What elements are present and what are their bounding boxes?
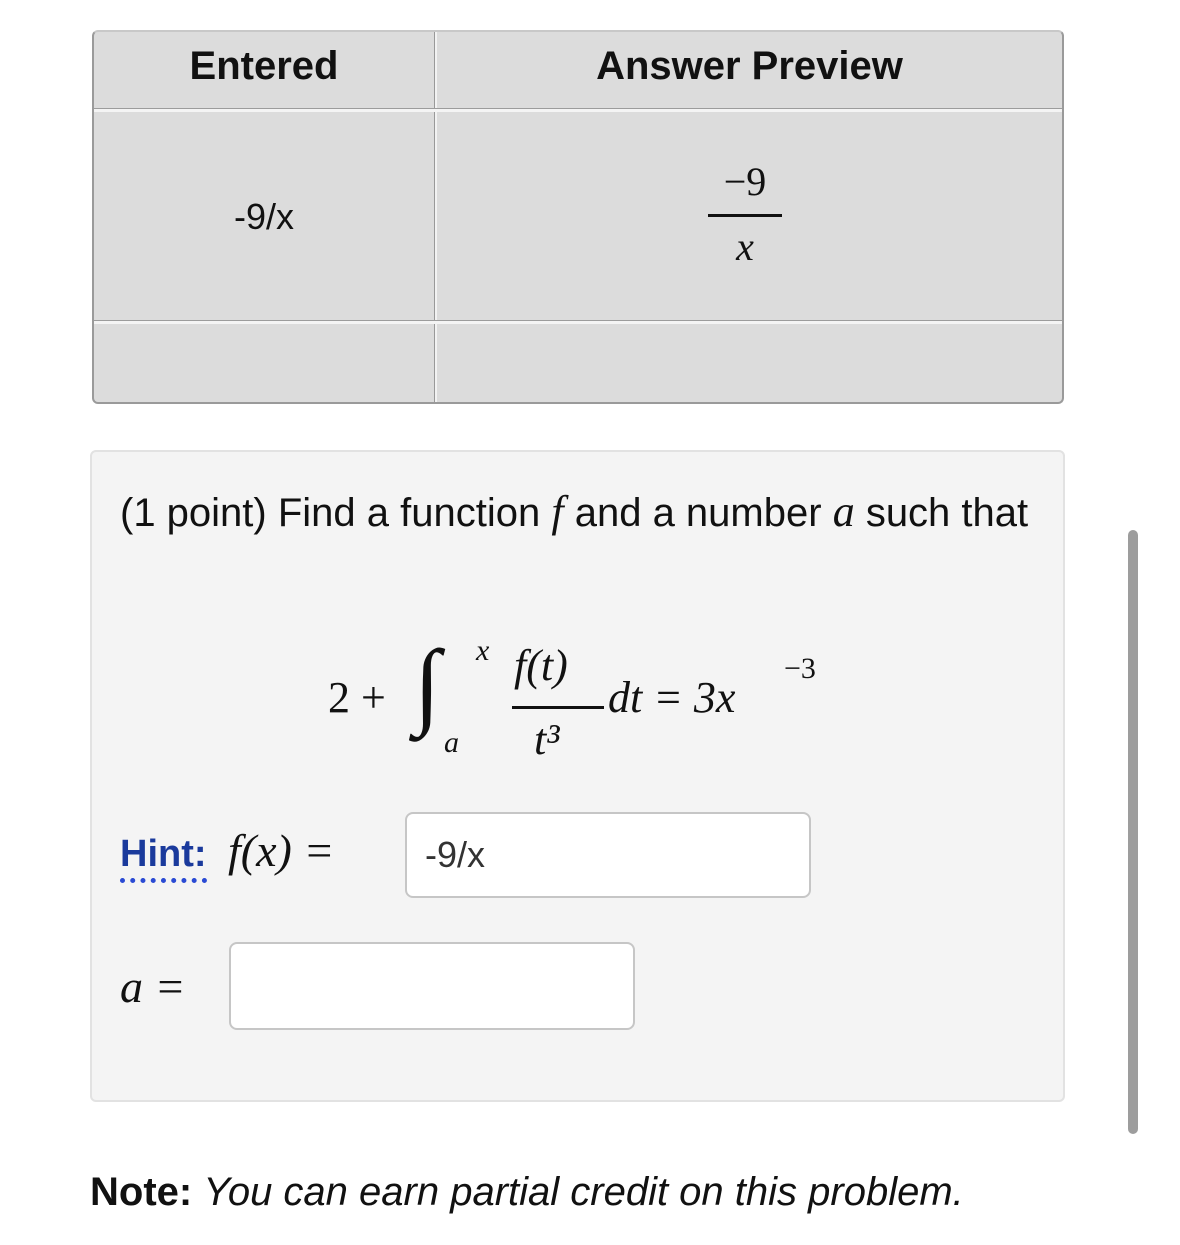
row-divider bbox=[94, 108, 1062, 112]
equation-rhs: dt = 3x bbox=[608, 673, 736, 722]
equation-constant: 2 + bbox=[328, 673, 386, 722]
integrand-numerator: f(t) bbox=[514, 641, 568, 690]
vertical-scrollbar[interactable] bbox=[1128, 530, 1138, 1134]
header-entered: Entered bbox=[189, 44, 339, 88]
note-label: Note: bbox=[90, 1170, 193, 1214]
entered-value: -9/x bbox=[233, 196, 294, 237]
note-text: You can earn partial credit on this problem. bbox=[203, 1170, 964, 1214]
upper-limit: x bbox=[476, 634, 490, 667]
lower-limit: a bbox=[444, 726, 459, 759]
integral-equation bbox=[328, 622, 888, 782]
row-divider bbox=[94, 320, 1062, 324]
prompt-text-1: (1 point) Find a function bbox=[120, 491, 541, 535]
fraction-bar bbox=[708, 214, 782, 217]
rhs-exponent: −3 bbox=[784, 652, 816, 685]
header-answer-preview: Answer Preview bbox=[596, 44, 903, 88]
preview-numerator: −9 bbox=[723, 159, 767, 204]
fx-label: f(x) = bbox=[228, 825, 335, 876]
answer-preview-fraction bbox=[700, 154, 790, 273]
problem-prompt bbox=[120, 482, 1040, 543]
answer-results-table bbox=[92, 30, 1064, 404]
hint-link[interactable]: Hint: bbox=[120, 832, 207, 883]
f-symbol: f bbox=[551, 487, 564, 536]
integrand-denominator: t³ bbox=[534, 715, 560, 764]
a-label: a = bbox=[120, 961, 186, 1012]
partial-credit-note bbox=[90, 1170, 964, 1215]
prompt-text-2: and a number bbox=[574, 491, 822, 535]
a-symbol: a bbox=[832, 487, 855, 536]
integrand-fraction-bar bbox=[512, 706, 604, 709]
problem-box bbox=[90, 450, 1065, 1102]
a-answer-input[interactable] bbox=[229, 942, 635, 1030]
integral-sign: ∫ bbox=[414, 630, 441, 737]
fx-answer-input[interactable] bbox=[405, 812, 811, 898]
prompt-text-3: such that bbox=[865, 491, 1029, 535]
preview-denominator: x bbox=[736, 224, 754, 269]
